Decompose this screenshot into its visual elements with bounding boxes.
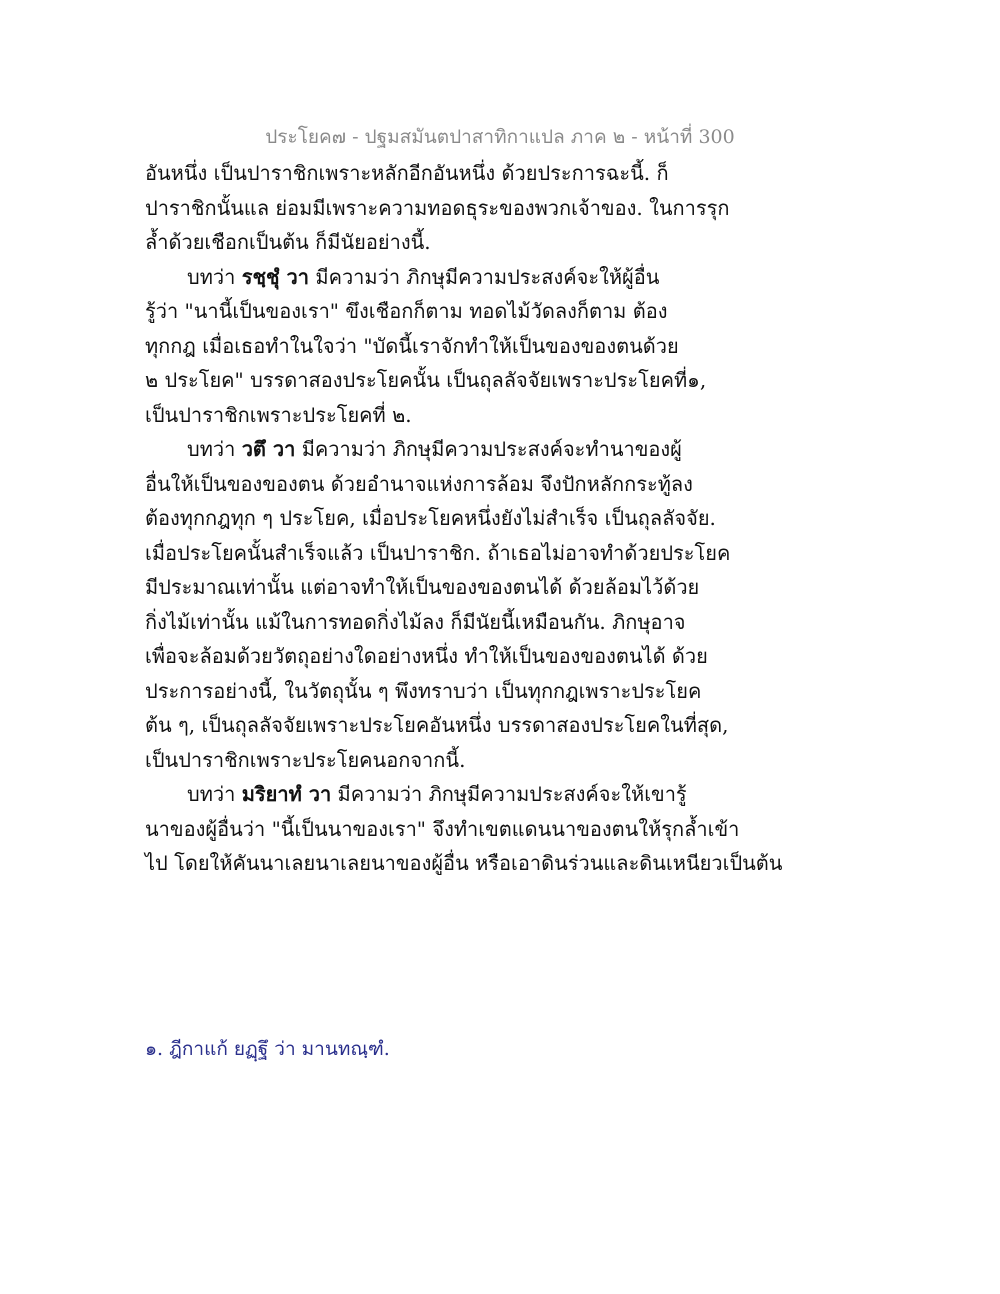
text-line: นาของผู้อื่นว่า "นี้เป็นนาของเรา" จึงทำเขตแดนนาของตนให้รุกล้ำเข้า <box>145 816 740 841</box>
text-line: กิ่งไม้เท่านั้น แม้ในการทอดกิ่งไม้ลง ก็มีนัยนี้เหมือนกัน. ภิกษุอาจ <box>145 609 686 634</box>
lead-text: มีความว่า ภิกษุมีความประสงค์จะทำนาของผู้ <box>295 437 682 461</box>
text-line: ล้ำด้วยเชือกเป็นต้น ก็มีนัยอย่างนี้. <box>145 230 431 254</box>
text-line: ปาราชิกนั้นแล ย่อมมีเพราะความทอดธุระของพวกเจ้าของ. ในการรุก <box>145 195 730 220</box>
text-line: เพื่อจะล้อมด้วยวัตถุอย่างใดอย่างหนึ่ง ทำให้เป็นของของตนได้ ด้วย <box>145 644 708 668</box>
paragraph-lead <box>145 777 755 812</box>
text-line: ต้องทุกกฎทุก ๆ ประโยค, เมื่อประโยคหนึ่งยังไม่สำเร็จ เป็นถุลลัจจัย. <box>145 506 716 530</box>
pali-term: รชฺชุํ วา <box>241 264 310 289</box>
text-line: เป็นปาราชิกเพราะประโยคนอกจากนี้. <box>145 747 466 772</box>
pali-term: มริยาทํ วา <box>241 782 332 806</box>
running-head: ประโยค๗ - ปฐมสมันตปาสาทิกาแปล ภาค ๒ - หน้าที่ 300 <box>265 126 735 148</box>
text-line: ไป โดยให้คันนาเลยนาเลยนาของผู้อื่น หรือเอาดินร่วนและดินเหนียวเป็นต้น <box>145 851 783 875</box>
paragraph-lead <box>145 432 755 467</box>
paragraph-lead <box>145 260 755 295</box>
lead-text: มีความว่า ภิกษุมีความประสงค์จะให้ผู้อื่น <box>309 264 660 289</box>
lead-prefix: บทว่า <box>187 264 242 289</box>
text-line: อื่นให้เป็นของของตน ด้วยอำนาจแห่งการล้อม จึงปักหลักกระทู้ลง <box>145 471 693 496</box>
text-line: ทุกกฎ เมื่อเธอทำในใจว่า "บัดนี้เราจักทำให้เป็นของของตนด้วย <box>145 333 679 358</box>
lead-prefix: บทว่า <box>187 437 242 461</box>
main-text <box>145 156 783 881</box>
text-line: อันหนึ่ง เป็นปาราชิกเพราะหลักอีกอันหนึ่ง ด้วยประการฉะนี้. ก็ <box>145 161 669 185</box>
text-line: รู้ว่า "นานี้เป็นของเรา" ขึงเชือกก็ตาม ทอดไม้วัดลงก็ตาม ต้อง <box>145 299 668 323</box>
pali-term: วตึ วา <box>241 437 296 461</box>
text-line: ประการอย่างนี้, ในวัตถุนั้น ๆ พึงทราบว่า เป็นทุกกฎเพราะประโยค <box>145 678 702 703</box>
text-line: เป็นปาราชิกเพราะประโยคที่ ๒. <box>145 402 412 427</box>
text-line: ๒ ประโยค" บรรดาสองประโยคนั้น เป็นถุลลัจจัยเพราะประโยคที่๑, <box>145 368 707 392</box>
lead-prefix: บทว่า <box>187 782 242 806</box>
text-line: ต้น ๆ, เป็นถุลลัจจัยเพราะประโยคอันหนึ่ง บรรดาสองประโยคในที่สุด, <box>145 713 729 737</box>
lead-text: มีความว่า ภิกษุมีความประสงค์จะให้เขารู้ <box>331 782 687 806</box>
text-line: เมื่อประโยคนั้นสำเร็จแล้ว เป็นปาราชิก. ถ้าเธอไม่อาจทำด้วยประโยค <box>145 540 731 565</box>
footnote: ๑. ฎีกาแก้ ยฏฺฐึ ว่า มานทณฺฑํ. <box>145 1038 390 1060</box>
text-line: มีประมาณเท่านั้น แต่อาจทำให้เป็นของของตนได้ ด้วยล้อมไว้ด้วย <box>145 575 700 599</box>
